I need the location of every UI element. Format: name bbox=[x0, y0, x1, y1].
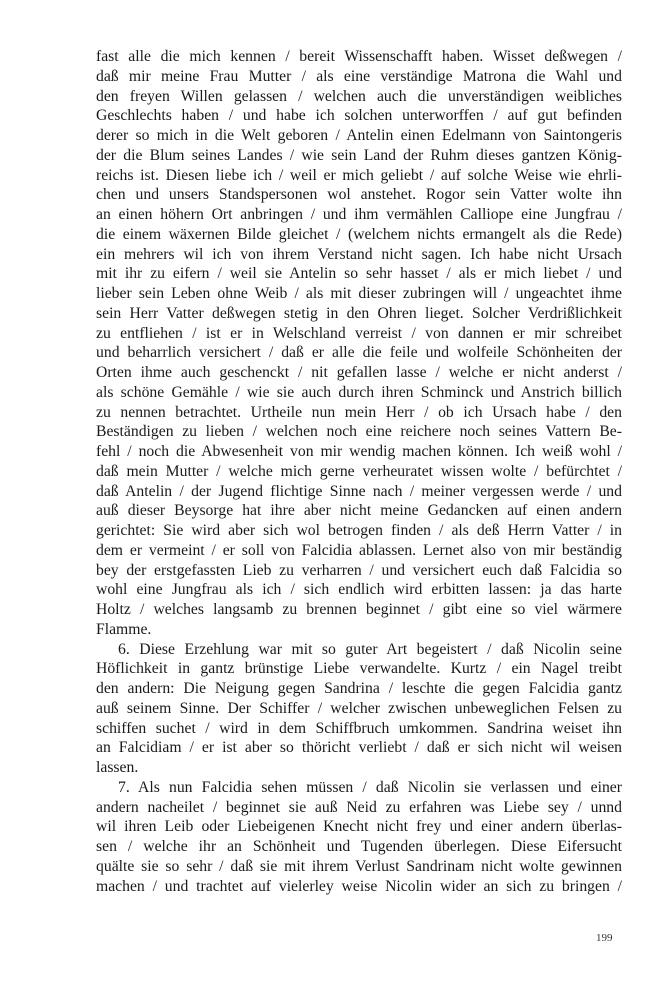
text-line: lassen. bbox=[96, 759, 139, 776]
text-line: reichs ist. Diesen liebe ich / weil er mich geliebt / auf solche Weise wie ehrli- bbox=[96, 166, 622, 184]
text-line: daß Antelin / der Jugend flichtige Sinne nach / meiner vergessen werde / und bbox=[96, 482, 622, 500]
text-line: ein mehrers wil ich von ihrem Verstand nicht sagen. Ich habe nicht Ursach bbox=[96, 245, 622, 263]
body-text bbox=[96, 47, 622, 896]
text-line: chen und unsers Standspersonen wol anstehet. Rogor sein Vatter wolte ihn bbox=[96, 186, 622, 204]
text-line: Flamme. bbox=[96, 620, 152, 638]
text-line: daß mir meine Frau Mutter / als eine verständige Matrona die Wahl und bbox=[96, 67, 622, 85]
text-line: den freyen Willen gelassen / welchen auch die unverständigen weibliches bbox=[96, 87, 622, 105]
text-line: 6. Diese Erzehlung war mit so guter Art begeistert / daß Nicolin seine bbox=[118, 640, 622, 658]
text-line: sein Herr Vatter deßwegen stetig in den Ohren lieget. Solcher Verdrißlichkeit bbox=[96, 304, 622, 322]
text-line: wil ihren Leib oder Liebeigenen Knecht nicht frey und einer andern überlas- bbox=[96, 818, 622, 836]
text-line: quälte sie so sehr / daß sie mit ihrem Verlust Sandrinam nicht wolte gewinnen bbox=[96, 857, 622, 875]
text-line: dem er vermeint / er soll von Falcidia ablassen. Lernet also von mir beständig bbox=[96, 541, 622, 559]
page-number: 199 bbox=[596, 932, 613, 944]
text-line: an Falcidiam / er ist aber so thöricht verliebt / daß er sich nicht wil weisen bbox=[96, 739, 622, 757]
paragraph bbox=[96, 47, 622, 640]
paragraph bbox=[96, 778, 622, 897]
text-line: auß dieser Beysorge hat ihre aber nicht meine Gedancken auf einen andern bbox=[96, 502, 622, 520]
text-line: 7. Als nun Falcidia sehen müssen / daß Nicolin sie verlassen und einer bbox=[118, 778, 622, 796]
text-line: den andern: Die Neigung gegen Sandrina / leschte die gegen Falcidia gantz bbox=[96, 680, 622, 697]
text-line: schiffen suchet / wird in dem Schiffbruch umkommen. Sandrina weiset ihn bbox=[96, 719, 622, 737]
text-line: zu nennen betrachtet. Urtheile nun mein Herr / ob ich Ursach habe / den bbox=[96, 403, 622, 421]
text-line: Holtz / welches langsamb zu brennen beginnet / gibt eine so viel wärmere bbox=[96, 601, 622, 618]
text-line: die einem wäxernen Bilde gleichet / (welchem nichts ermangelt als die Rede) bbox=[96, 225, 622, 243]
text-line: sen / welche ihr an Schönheit und Tugenden überlegen. Diese Eifersucht bbox=[96, 838, 622, 855]
text-line: als schöne Gemähle / wie sie auch durch ihren Schminck und Anstrich billich bbox=[96, 383, 622, 401]
text-line: Beständigen zu lieben / welchen noch eine reichere noch seines Vattern Be- bbox=[96, 423, 622, 441]
text-line: Orten ihme auch geschenckt / nit gefallen lasse / welche er nicht anderst / bbox=[96, 364, 622, 381]
text-line: fast alle die mich kennen / bereit Wissenschafft haben. Wisset deßwegen / bbox=[96, 48, 622, 65]
text-line: andern nacheilet / beginnet sie auß Neid zu erfahren was Liebe sey / unnd bbox=[96, 798, 622, 816]
text-line: lieber sein Leben ohne Weib / als mit dieser zubringen will / ungeachtet ihme bbox=[96, 285, 622, 302]
text-line: auß seinem Sinne. Der Schiffer / welcher zwischen unbeweglichen Felsen zu bbox=[96, 699, 622, 717]
text-line: fehl / noch die Abwesenheit von mir wendig machen können. Ich weiß wohl / bbox=[96, 443, 622, 460]
text-line: mit ihr zu eifern / weil sie Antelin so sehr hasset / als er mich liebet / und bbox=[96, 265, 622, 283]
text-line: gerichtet: Sie wird aber sich wol betrogen finden / als deß Herrn Vatter / in bbox=[96, 522, 622, 539]
text-line: bey der erstgefassten Lieb zu verharren / und versichert euch daß Falcidia so bbox=[96, 561, 622, 579]
text-line: machen / und trachtet auf vielerley weise Nicolin wider an sich zu bringen / bbox=[96, 877, 622, 895]
text-line: daß mein Mutter / welche mich gerne verheuratet wissen wolte / befürchtet / bbox=[96, 462, 622, 480]
text-line: zu entfliehen / ist er in Welschland verreist / von dannen er mir schreibet bbox=[96, 324, 622, 342]
text-line: an einen höhern Ort anbringen / und ihm vermählen Calliope eine Jungfrau / bbox=[96, 206, 622, 223]
paragraph bbox=[96, 640, 622, 778]
text-line: Geschlechts haben / und habe ich solchen unterworffen / auf gut befinden bbox=[96, 107, 622, 125]
text-line: und beharrlich versichert / daß er alle die feile und wolfeile Schönheiten der bbox=[96, 344, 622, 362]
text-line: derer so mich in die Welt geboren / Antelin einen Edelmann von Saintongeris bbox=[96, 127, 622, 144]
text-line: der die Blum seines Landes / wie sein Land der Ruhm dieses gantzen König- bbox=[96, 146, 622, 164]
text-line: Höflichkeit in gantz brünstige Liebe verwandelte. Kurtz / ein Nagel treibt bbox=[96, 660, 622, 678]
text-line: wohl eine Jungfrau als ich / sich endlich wird erbitten lassen: ja das harte bbox=[96, 581, 622, 599]
